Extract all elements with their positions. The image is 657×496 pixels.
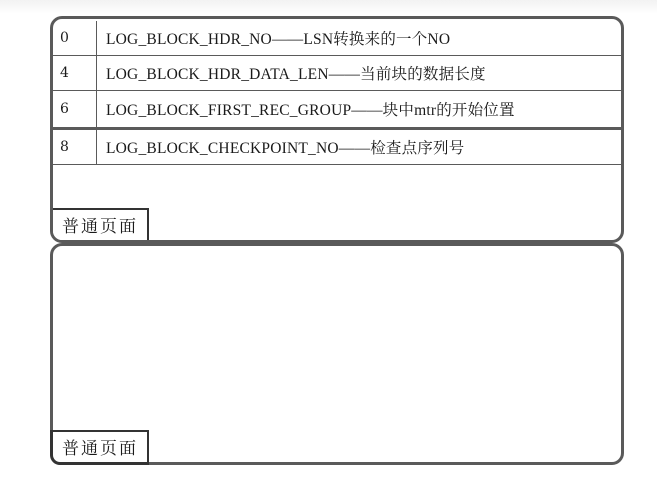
scan-margin	[0, 0, 657, 14]
normal-page-top	[50, 16, 624, 243]
field-cell: LOG_BLOCK_CHECKPOINT_NO——检查点序列号	[106, 140, 465, 157]
header-row-first-rec-group	[53, 91, 621, 128]
page-label-top: 普通页面	[50, 208, 149, 243]
field-cell: LOG_BLOCK_FIRST_REC_GROUP——块中mtr的开始位置	[106, 102, 515, 119]
normal-page-bottom	[50, 243, 624, 465]
offset-cell: 0	[53, 21, 97, 55]
header-row-data-len	[53, 56, 621, 91]
offset-cell: 8	[53, 130, 97, 164]
field-cell: LOG_BLOCK_HDR_NO——LSN转换来的一个NO	[106, 31, 451, 48]
field-cell: LOG_BLOCK_HDR_DATA_LEN——当前块的数据长度	[106, 66, 486, 83]
header-row-checkpoint-no	[53, 128, 621, 165]
log-block-header-table	[53, 21, 621, 165]
offset-cell: 4	[53, 56, 97, 90]
offset-cell: 6	[53, 91, 97, 127]
page-label-bottom: 普通页面	[50, 430, 149, 465]
header-row-hdr-no	[53, 21, 621, 56]
